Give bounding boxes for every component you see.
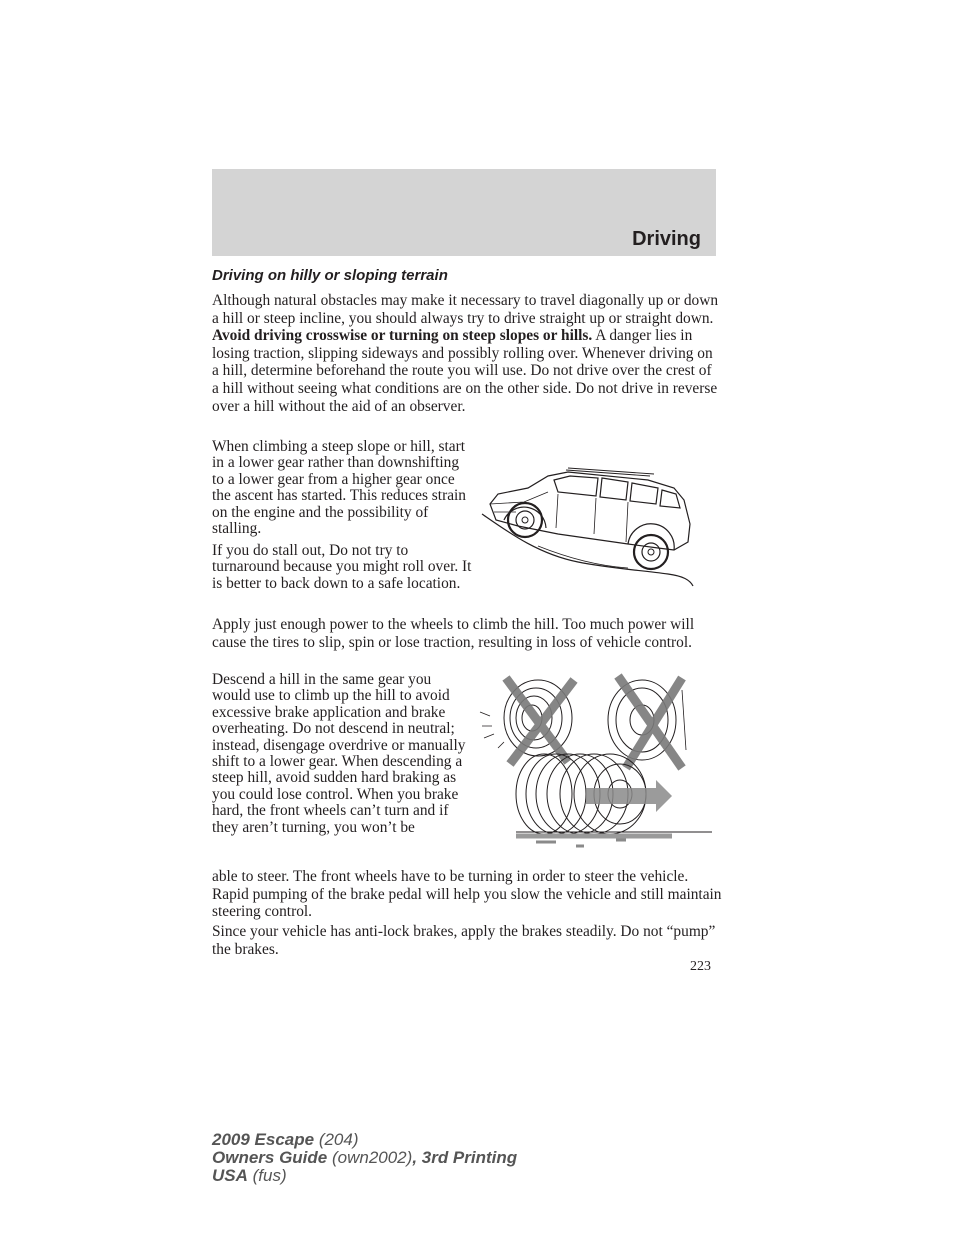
suv-on-hill-illustration (478, 462, 700, 588)
paragraph-climbing: When climbing a steep slope or hill, start in a lower gear rather than downshifting to a lower gear from a higher gear once the ascent has started. This reduces strain on the engine and the possibility of stalling. (212, 438, 467, 538)
footer-line-3: USA (fus) (212, 1166, 287, 1185)
section-heading: Driving on hilly or sloping terrain (212, 267, 448, 284)
chapter-header-band (212, 169, 716, 256)
footer-line-2: Owners Guide (own2002), 3rd Printing (212, 1148, 518, 1167)
paragraph-stall: If you do stall out, Do not try to turnaround because you might roll over. It is better to back down to a safe location. (212, 542, 472, 592)
paragraph-text: A danger lies in losing traction, slipping sideways and possibly rolling over. Whenever driving on a hill, determine beforehand the route you will use. Do not drive over the crest of a hill without seeing what conditions are on the other side. Do not drive in reverse over a hill without the aid of an observer. (212, 327, 718, 415)
wheel-lockup-illustration (476, 670, 716, 858)
paragraph-text: Although natural obstacles may make it necessary to travel diagonally up or down a hill or steep incline, you should always try to drive straight up or straight down. (212, 292, 719, 327)
paragraph-steer: able to steer. The front wheels have to be turning in order to steer the vehicle. Rapid pumping of the brake pedal will help you slow the vehicle and still maintain steering control. (212, 868, 722, 921)
paragraph-descend: Descend a hill in the same gear you would use to climb up the hill to avoid excessive brake application and brake overheating. Do not descend in neutral; instead, disengage overdrive or manually shift to a lower gear. When descending a steep hill, avoid sudden hard braking as you could lose control. When you brake hard, the front wheels can’t turn and if they aren’t turning, you won’t be (212, 671, 466, 836)
document-footer (212, 1131, 517, 1185)
chapter-title: Driving (632, 228, 701, 250)
page-number: 223 (690, 959, 711, 974)
paragraph-power: Apply just enough power to the wheels to climb the hill. Too much power will cause the tires to slip, spin or lose traction, resulting in loss of vehicle control. (212, 616, 695, 651)
paragraph-terrain-intro (212, 292, 722, 415)
footer-line-1: 2009 Escape (204) (212, 1130, 359, 1149)
paragraph-warning-bold: Avoid driving crosswise or turning on steep slopes or hills. (212, 327, 593, 345)
paragraph-abs: Since your vehicle has anti-lock brakes, apply the brakes steadily. Do not “pump” the brakes. (212, 923, 716, 958)
